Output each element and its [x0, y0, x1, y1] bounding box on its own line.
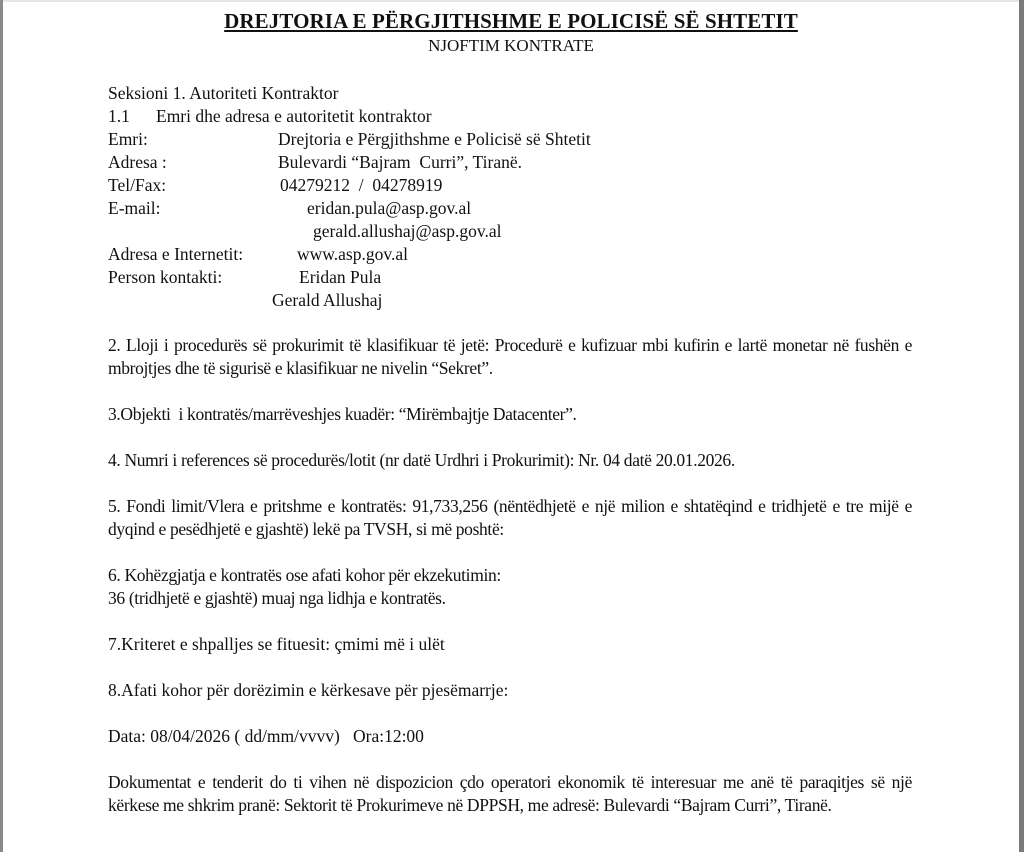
contact-person-1: Eridan Pula: [299, 267, 382, 287]
section1-1-number: 1.1: [108, 106, 130, 126]
contact-person-2: Gerald Allushaj: [272, 290, 383, 310]
address-value: Bulevardi “Bajram Curri”, Tiranë.: [278, 152, 522, 172]
section5-contract-value: 5. Fondi limit/Vlera e pritshme e kontratës: 91,733,256 (nëntëdhjetë e një milion e shtatëqind e tridhjetë e tre mijë e dyqind e pesëdhjetë e gjashtë) lekë pa TVSH, si më poshtë:: [108, 496, 912, 539]
section6-duration-value: 36 (tridhjetë e gjashtë) muaj nga lidhja e kontratës.: [108, 588, 446, 608]
website-label: Adresa e Internetit:: [108, 244, 244, 264]
email-link-1[interactable]: eridan.pula@asp.gov.al: [307, 198, 472, 218]
section2-procedure-type: 2. Lloji i procedurës së prokurimit të klasifikuar të jetë: Procedurë e kufizuar mbi kufirin e lartë monetar në fushën e mbrojtjes dhe të sigurisë e klasifikuar ne nivelin “Sekret”.: [108, 335, 912, 378]
section6-duration-heading: 6. Kohëzgjatja e kontratës ose afati kohor për ekzekutimin:: [108, 565, 501, 585]
section7-award-criteria: 7.Kriteret e shpalljes se fituesit: çmimi më i ulët: [108, 634, 445, 654]
telfax-value: 04279212 / 04278919: [280, 175, 443, 195]
address-label: Adresa :: [108, 152, 167, 172]
document-page: [3, 2, 1019, 852]
section4-reference-number: 4. Numri i references së procedurës/lotit (nr datë Urdhri i Prokurimit): Nr. 04 datë 20.01.2026.: [108, 450, 735, 470]
section1-1-heading: Emri dhe adresa e autoritetit kontraktor: [156, 106, 432, 126]
telfax-label: Tel/Fax:: [108, 175, 167, 195]
document-title: DREJTORIA E PËRGJITHSHME E POLICISË SË SHTETIT: [224, 9, 798, 33]
viewer-scrollbar[interactable]: [1019, 0, 1024, 852]
tender-documents-note: Dokumentat e tenderit do ti vihen në dispozicion çdo operatori ekonomik të interesuar me anë të paraqitjes së një kërkese me shkrim pranë: Sektorit të Prokurimeve në DPPSH, me adresë: Bulevardi “Bajram Curri”, Tiranë.: [108, 772, 912, 815]
email-label: E-mail:: [108, 198, 161, 218]
section8-deadline-date: Data: 08/04/2026 ( dd/mm/vvvv) Ora:12:00: [108, 726, 424, 746]
name-value: Drejtoria e Përgjithshme e Policisë së Shtetit: [278, 129, 591, 149]
website-link[interactable]: www.asp.gov.al: [297, 244, 408, 264]
section8-deadline-heading: 8.Afati kohor për dorëzimin e kërkesave për pjesëmarrje:: [108, 680, 509, 700]
section3-contract-object: 3.Objekti i kontratës/marrëveshjes kuadër: “Mirëmbajtje Datacenter”.: [108, 404, 577, 424]
section1-heading: Seksioni 1. Autoriteti Kontraktor: [108, 83, 339, 103]
name-label: Emri:: [108, 129, 148, 149]
document-subtitle: NJOFTIM KONTRATE: [428, 36, 594, 55]
contact-label: Person kontakti:: [108, 267, 223, 287]
email-link-2[interactable]: gerald.allushaj@asp.gov.al: [313, 221, 502, 241]
